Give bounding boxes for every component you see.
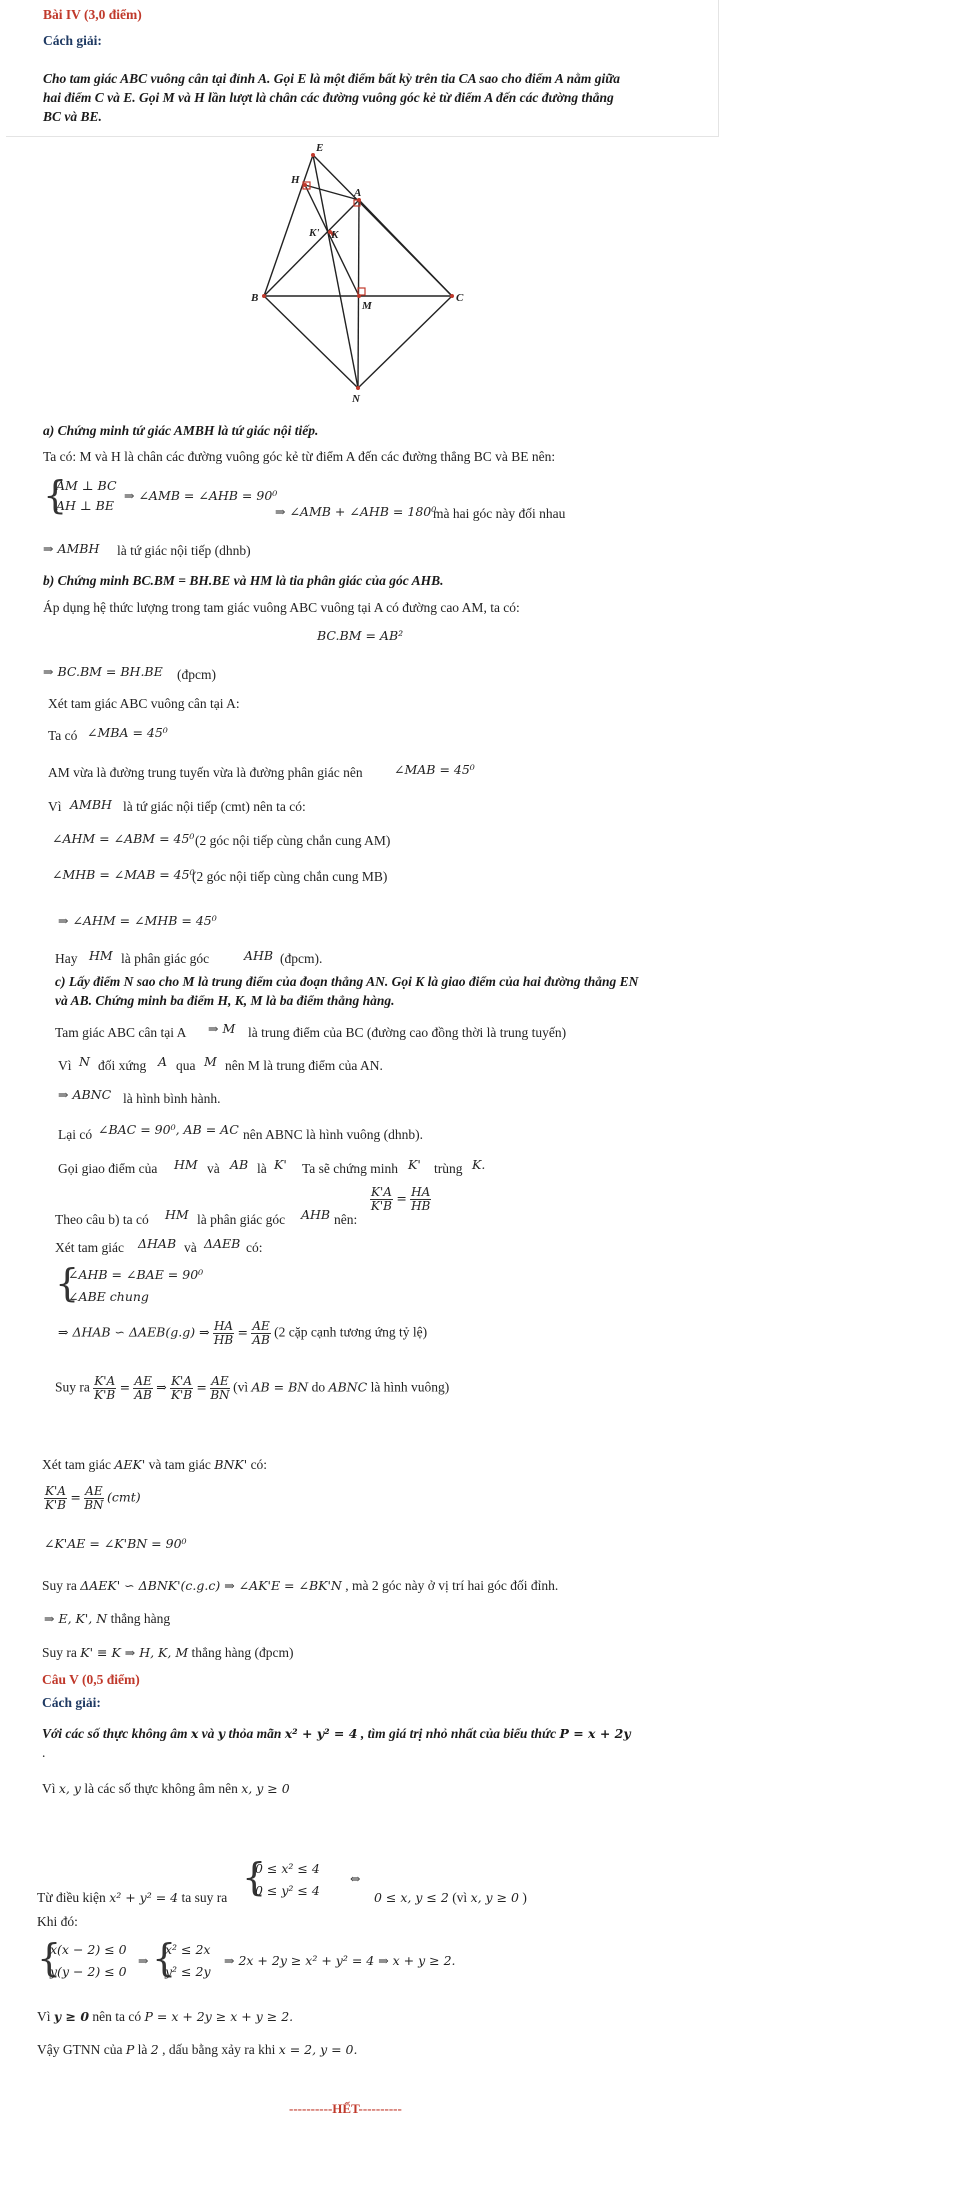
c-line-15 bbox=[44, 1610, 170, 1627]
frac-den: K'B bbox=[370, 1199, 393, 1213]
v-line-2-iff: ⇔ bbox=[350, 1871, 361, 1886]
label-E: E bbox=[316, 142, 324, 154]
v-line-1-math-1: x, y bbox=[58, 1781, 81, 1796]
c-line-2-math-3: M bbox=[204, 1054, 217, 1069]
frac-num: HA bbox=[411, 1185, 431, 1199]
b-line-9-math-1: HM bbox=[89, 948, 113, 963]
b-line-1: Áp dụng hệ thức lượng trong tam giác vuông ABC vuông tại A có đường cao AM, ta có: bbox=[43, 600, 520, 615]
v-line-2-math-1: x² + y² = 4 bbox=[109, 1890, 179, 1905]
c-line-14-text-1: Suy ra bbox=[42, 1578, 77, 1593]
c-line-10: Suy ra $\frac{K'A}{K'B}$ = $\frac{AE}{AB}$ ⇒ $\frac{K'A}{K'B}$ = $\frac{AE}{BN}$ (vì AB = BN do ABNC là hình vuông) bbox=[55, 1374, 450, 1402]
c-line-14-math: ΔAEK' ∽ ΔBNK'(c.g.c) ⇒ ∠AK'E = ∠BK'N bbox=[80, 1578, 342, 1593]
c-line-10-text-4: là hình vuông) bbox=[370, 1379, 450, 1395]
frac-num: AE bbox=[85, 1484, 103, 1498]
c-line-6-text-2: là phân giác góc bbox=[197, 1212, 286, 1227]
label-K: K bbox=[331, 229, 339, 241]
c-line-9: ⇒ ΔHAB ∽ ΔAEB(g.g) ⇒ $\frac{HA}{HB}$ = $\frac{AE}{AB}$ (2 cặp cạnh tương ứng tỷ lệ) bbox=[58, 1319, 428, 1347]
v-line-2-text-4: ) bbox=[522, 1890, 527, 1905]
b-line-9-math-2: AHB bbox=[244, 948, 274, 963]
c-line-7-math-2: ΔAEB bbox=[204, 1236, 241, 1251]
b-line-9-text-2: là phân giác góc bbox=[121, 951, 210, 966]
geometry-figure bbox=[230, 136, 480, 406]
v-line-2-text-3: (vì bbox=[452, 1890, 468, 1905]
b-line-2: Xét tam giác ABC vuông cân tại A: bbox=[48, 696, 240, 711]
frac-num: K'A bbox=[45, 1484, 66, 1498]
c-line-16-text-1: Suy ra bbox=[42, 1645, 77, 1660]
v-sys-2: 0 ≤ y² ≤ 4 bbox=[255, 1883, 320, 1898]
section-iv-cach-giai: Cách giải: bbox=[43, 33, 102, 48]
v-line-5-math-1: y ≥ 0 bbox=[53, 2009, 90, 2024]
problem-math-cond: x² + y² = 4 bbox=[284, 1726, 358, 1741]
section-v-problem bbox=[42, 1725, 631, 1742]
c-line-10-text-3: do bbox=[311, 1379, 326, 1395]
v-arrow: ⇒ bbox=[138, 1953, 149, 1968]
c-line-16-text-2: thẳng hàng (đpcm) bbox=[191, 1645, 294, 1660]
v-line-1-text-2: là các số thực không âm nên bbox=[84, 1781, 238, 1796]
c-line-12-math: (cmt) bbox=[106, 1489, 141, 1505]
c-line-1-text-1: Tam giác ABC cân tại A bbox=[55, 1025, 187, 1040]
v-line-2-prefix bbox=[37, 1889, 227, 1906]
c-line-15-text: thẳng hàng bbox=[110, 1611, 171, 1626]
v-sys-6: y² ≤ 2y bbox=[165, 1964, 211, 1979]
c-line-5-math-3: K' bbox=[274, 1157, 287, 1172]
c-line-16-math: K' ≡ K ⇒ H, K, M bbox=[80, 1645, 189, 1660]
b-line-5-math: AMBH bbox=[70, 797, 112, 812]
c-line-13-math: ∠K'AE = ∠K'BN = 90⁰ bbox=[44, 1536, 187, 1551]
c-line-6-math-1: HM bbox=[165, 1207, 189, 1222]
c-line-10-math-2: ABNC bbox=[328, 1379, 368, 1395]
frac-num: AE bbox=[134, 1374, 152, 1388]
c-line-3-math: ⇒ ABNC bbox=[58, 1087, 112, 1102]
b-line-5-text-2: là tứ giác nội tiếp (cmt) nên ta có: bbox=[123, 799, 306, 814]
b-line-5-text-1: Vì bbox=[48, 799, 62, 814]
v-line-6-text-3: , dấu bằng xảy ra khi bbox=[162, 2042, 276, 2057]
c-line-9-math: ⇒ ΔHAB ∽ ΔAEB(g.g) ⇒ bbox=[58, 1324, 210, 1340]
v-sys-3: x(x − 2) ≤ 0 bbox=[50, 1942, 127, 1957]
a-conc-math: ⇒ AMBH bbox=[43, 541, 100, 556]
c-line-7-math-1: ΔHAB bbox=[138, 1236, 177, 1251]
v-line-2-text-1: Từ điều kiện bbox=[37, 1890, 106, 1905]
frac-den: K'B bbox=[94, 1388, 116, 1402]
b-line-9-text-1: Hay bbox=[55, 951, 78, 966]
v-line-6 bbox=[37, 2041, 357, 2058]
v-line-5-text-1: Vì bbox=[37, 2009, 51, 2024]
b-line-6-math: ∠AHM = ∠ABM = 45⁰ bbox=[52, 831, 195, 846]
v-line-2-text-2: ta suy ra bbox=[181, 1890, 228, 1905]
frac-num: AE bbox=[211, 1374, 229, 1388]
a-line-1: Ta có: M và H là chân các đường vuông góc kẻ từ điểm A đến các đường thẳng BC và BE nên: bbox=[43, 449, 556, 464]
b-line-7-math: ∠MHB = ∠MAB = 45⁰ bbox=[52, 867, 195, 882]
c-line-2-text-1: Vì bbox=[58, 1058, 72, 1073]
v-line-2-suffix bbox=[374, 1889, 527, 1906]
c-line-5-text-4: Ta sẽ chứng minh bbox=[302, 1161, 398, 1176]
v-line-5-text-2: nên ta có bbox=[92, 2009, 142, 2024]
v-sys-4: y(y − 2) ≤ 0 bbox=[50, 1964, 127, 1979]
c-line-12: $\frac{K'A}{K'B}$ = $\frac{AE}{BN}$ (cmt) bbox=[44, 1484, 141, 1512]
frac-den: K'B bbox=[171, 1388, 193, 1402]
c-line-2-math-2: A bbox=[158, 1054, 168, 1069]
b-line-4-math: ∠MAB = 45⁰ bbox=[394, 762, 475, 777]
problem-text-3: thỏa mãn bbox=[228, 1726, 282, 1741]
c-line-3-text: là hình bình hành. bbox=[123, 1091, 221, 1106]
brace: { bbox=[43, 473, 68, 517]
c-line-11-math-2: BNK' bbox=[214, 1457, 248, 1472]
c-line-4-math: ∠BAC = 90⁰, AB = AC bbox=[98, 1122, 239, 1137]
end-marker: ----------HẾT---------- bbox=[289, 2101, 402, 2116]
b-line-8-math: ⇒ ∠AHM = ∠MHB = 45⁰ bbox=[58, 913, 217, 928]
frac-num: K'A bbox=[371, 1185, 392, 1199]
c-line-16 bbox=[42, 1644, 293, 1661]
frac-den: AB bbox=[134, 1388, 152, 1402]
part-c-title-2: và AB. Chứng minh ba điểm H, K, M là ba điểm thẳng hàng. bbox=[55, 993, 395, 1008]
frac-den: HB bbox=[411, 1199, 431, 1213]
c-line-10-math: AB = BN bbox=[251, 1379, 309, 1395]
section-v-cach-giai: Cách giải: bbox=[42, 1695, 101, 1710]
c-line-9-text: (2 cặp cạnh tương ứng tỷ lệ) bbox=[274, 1324, 428, 1340]
b-line-9-text-3: (đpcm). bbox=[280, 951, 323, 966]
c-line-1-math: ⇒ M bbox=[208, 1021, 236, 1036]
c-line-10-text-2: (vì bbox=[233, 1379, 249, 1395]
c-line-11-text-1: Xét tam giác bbox=[42, 1457, 111, 1472]
c-line-6-frac: $\frac{K'A}{K'B}$ = $\frac{HA}{HB}$ bbox=[370, 1185, 431, 1213]
c-line-11-text-3: có: bbox=[250, 1457, 268, 1472]
c-line-4-text-1: Lại có bbox=[58, 1127, 93, 1142]
frac-den: BN bbox=[84, 1498, 104, 1512]
frac-num: K'A bbox=[171, 1374, 193, 1388]
a-sys-2: AH ⊥ BE bbox=[56, 498, 114, 513]
a-res: ⇒ ∠AMB = ∠AHB = 90⁰ bbox=[124, 488, 278, 503]
c-line-5-text-3: là bbox=[257, 1161, 267, 1176]
b-res-text: (đpcm) bbox=[177, 667, 216, 682]
v-line-1 bbox=[42, 1780, 290, 1797]
c-line-5-math-4: K' bbox=[408, 1157, 421, 1172]
part-a-title: a) Chứng minh tứ giác AMBH là tứ giác nội tiếp. bbox=[43, 423, 319, 438]
problem-text-4: , tìm giá trị nhỏ nhất của biểu thức bbox=[360, 1726, 557, 1741]
frac-den: AB bbox=[252, 1333, 270, 1347]
v-line-6-text-1: Vậy GTNN của bbox=[37, 2042, 123, 2057]
problem-math-p: P = x + 2y bbox=[559, 1726, 631, 1741]
frac-num: K'A bbox=[94, 1374, 116, 1388]
brace: { bbox=[37, 1936, 62, 1980]
c-line-2-text-4: nên M là trung điểm của AN. bbox=[225, 1058, 383, 1073]
c-line-2-text-2: đối xứng bbox=[98, 1058, 147, 1073]
part-c-title-1: c) Lấy điểm N sao cho M là trung điểm của đoạn thẳng AN. Gọi K là giao điểm của hai đường thẳng EN bbox=[55, 974, 639, 989]
b-eq: BC.BM = AB² bbox=[317, 628, 404, 643]
frac-num: HA bbox=[213, 1319, 234, 1333]
label-B: B bbox=[251, 292, 259, 304]
v-line-1-text-1: Vì bbox=[42, 1781, 56, 1796]
label-A: A bbox=[354, 187, 362, 199]
problem-line-2: hai điểm C và E. Gọi M và H lần lượt là chân các đường vuông góc kẻ từ điểm A đến các đường thẳng bbox=[43, 90, 614, 105]
section-v-title: Câu V (0,5 điểm) bbox=[42, 1672, 140, 1687]
c-line-2-math-1: N bbox=[79, 1054, 90, 1069]
label-K-prime: K' bbox=[309, 227, 320, 239]
section-iv-title: Bài IV (3,0 điểm) bbox=[43, 7, 142, 22]
problem-math-y: y bbox=[217, 1726, 226, 1741]
v-line-6-math-3: x = 2, y = 0. bbox=[278, 2042, 358, 2057]
b-res-math: ⇒ BC.BM = BH.BE bbox=[43, 664, 163, 679]
v-line-1-math-2: x, y ≥ 0 bbox=[241, 1781, 290, 1796]
c-line-6-text-3: nên: bbox=[334, 1212, 358, 1227]
v-line-2-math-3: 0 ≤ x, y ≤ 2 bbox=[374, 1890, 449, 1905]
c-line-2-text-3: qua bbox=[176, 1058, 196, 1073]
v-line-5-math-2: P = x + 2y ≥ x + y ≥ 2. bbox=[144, 2009, 294, 2024]
c-line-7-text-1: Xét tam giác bbox=[55, 1240, 124, 1255]
b-line-3-text: Ta có bbox=[48, 728, 78, 743]
a-sum: ⇒ ∠AMB + ∠AHB = 180⁰ bbox=[275, 504, 437, 519]
frac-den: BN bbox=[210, 1388, 230, 1402]
v-line-3: Khi đó: bbox=[37, 1914, 78, 1929]
problem-dot: . bbox=[42, 1745, 46, 1760]
v-line-6-math-2: 2 bbox=[150, 2042, 159, 2057]
a-sys-1: AM ⊥ BC bbox=[56, 478, 117, 493]
a-conc-text: là tứ giác nội tiếp (dhnb) bbox=[117, 543, 251, 558]
c-sys-1: ∠AHB = ∠BAE = 90⁰ bbox=[68, 1267, 204, 1282]
frac-den: HB bbox=[213, 1333, 234, 1347]
c-line-14 bbox=[42, 1577, 558, 1594]
part-b-title: b) Chứng minh BC.BM = BH.BE và HM là tia phân giác của góc AHB. bbox=[43, 573, 444, 588]
label-C: C bbox=[456, 292, 464, 304]
c-line-5-math-2: AB bbox=[230, 1157, 249, 1172]
frac-num: AE bbox=[252, 1319, 270, 1333]
c-line-15-math: ⇒ E, K', N bbox=[44, 1611, 108, 1626]
c-line-5-text-1: Gọi giao điểm của bbox=[58, 1161, 158, 1176]
c-line-10-text-1: Suy ra bbox=[55, 1379, 90, 1395]
label-H: H bbox=[291, 174, 300, 186]
label-M: M bbox=[362, 300, 372, 312]
frac-den: K'B bbox=[44, 1498, 67, 1512]
brace: { bbox=[55, 1261, 80, 1305]
v-line-6-math-1: P bbox=[125, 2042, 135, 2057]
problem-text-2: và bbox=[201, 1726, 215, 1741]
c-line-5-math-1: HM bbox=[174, 1157, 198, 1172]
problem-line-3: BC và BE. bbox=[43, 109, 102, 124]
c-line-6-math-2: AHB bbox=[301, 1207, 331, 1222]
a-sum-text: mà hai góc này đối nhau bbox=[433, 506, 566, 521]
b-line-6-text: (2 góc nội tiếp cùng chắn cung AM) bbox=[195, 833, 391, 848]
v-line-5 bbox=[37, 2008, 293, 2025]
b-line-3-math: ∠MBA = 45⁰ bbox=[87, 725, 168, 740]
c-line-11-text-2: và tam giác bbox=[148, 1457, 211, 1472]
v-line-6-text-2: là bbox=[137, 2042, 148, 2057]
problem-text-1: Với các số thực không âm bbox=[42, 1726, 188, 1741]
c-line-6-text-1: Theo câu b) ta có bbox=[55, 1212, 149, 1227]
c-line-11 bbox=[42, 1456, 267, 1473]
problem-math-x: x bbox=[190, 1726, 199, 1741]
c-line-5-text-2: và bbox=[207, 1161, 220, 1176]
v-sys-5: x² ≤ 2x bbox=[165, 1942, 211, 1957]
brace: { bbox=[152, 1936, 177, 1980]
v-sys-1: 0 ≤ x² ≤ 4 bbox=[255, 1861, 320, 1876]
label-N: N bbox=[352, 393, 360, 405]
b-line-7-text: (2 góc nội tiếp cùng chắn cung MB) bbox=[192, 869, 388, 884]
brace: { bbox=[242, 1855, 267, 1899]
v-line-4-math: ⇒ 2x + 2y ≥ x² + y² = 4 ⇒ x + y ≥ 2. bbox=[224, 1953, 456, 1968]
b-line-4-text: AM vừa là đường trung tuyến vừa là đường phân giác nên bbox=[48, 765, 363, 780]
c-sys-2: ∠ABE chung bbox=[68, 1289, 149, 1304]
c-line-4-text-2: nên ABNC là hình vuông (dhnb). bbox=[243, 1127, 423, 1142]
c-line-7-text-2: và bbox=[184, 1240, 197, 1255]
c-line-7-text-3: có: bbox=[246, 1240, 263, 1255]
problem-line-1: Cho tam giác ABC vuông cân tại đỉnh A. Gọi E là một điểm bất kỳ trên tia CA sao cho điểm A nằm giữa bbox=[43, 71, 621, 86]
c-line-5-math-5: K. bbox=[472, 1157, 486, 1172]
c-line-5-text-5: trùng bbox=[434, 1161, 463, 1176]
c-line-11-math-1: AEK' bbox=[114, 1457, 146, 1472]
v-line-2-math-4: x, y ≥ 0 bbox=[470, 1890, 519, 1905]
c-line-14-text-2: , mà 2 góc này ở vị trí hai góc đối đỉnh. bbox=[345, 1578, 559, 1593]
c-line-1-text-2: là trung điểm của BC (đường cao đồng thời là trung tuyến) bbox=[248, 1025, 567, 1040]
